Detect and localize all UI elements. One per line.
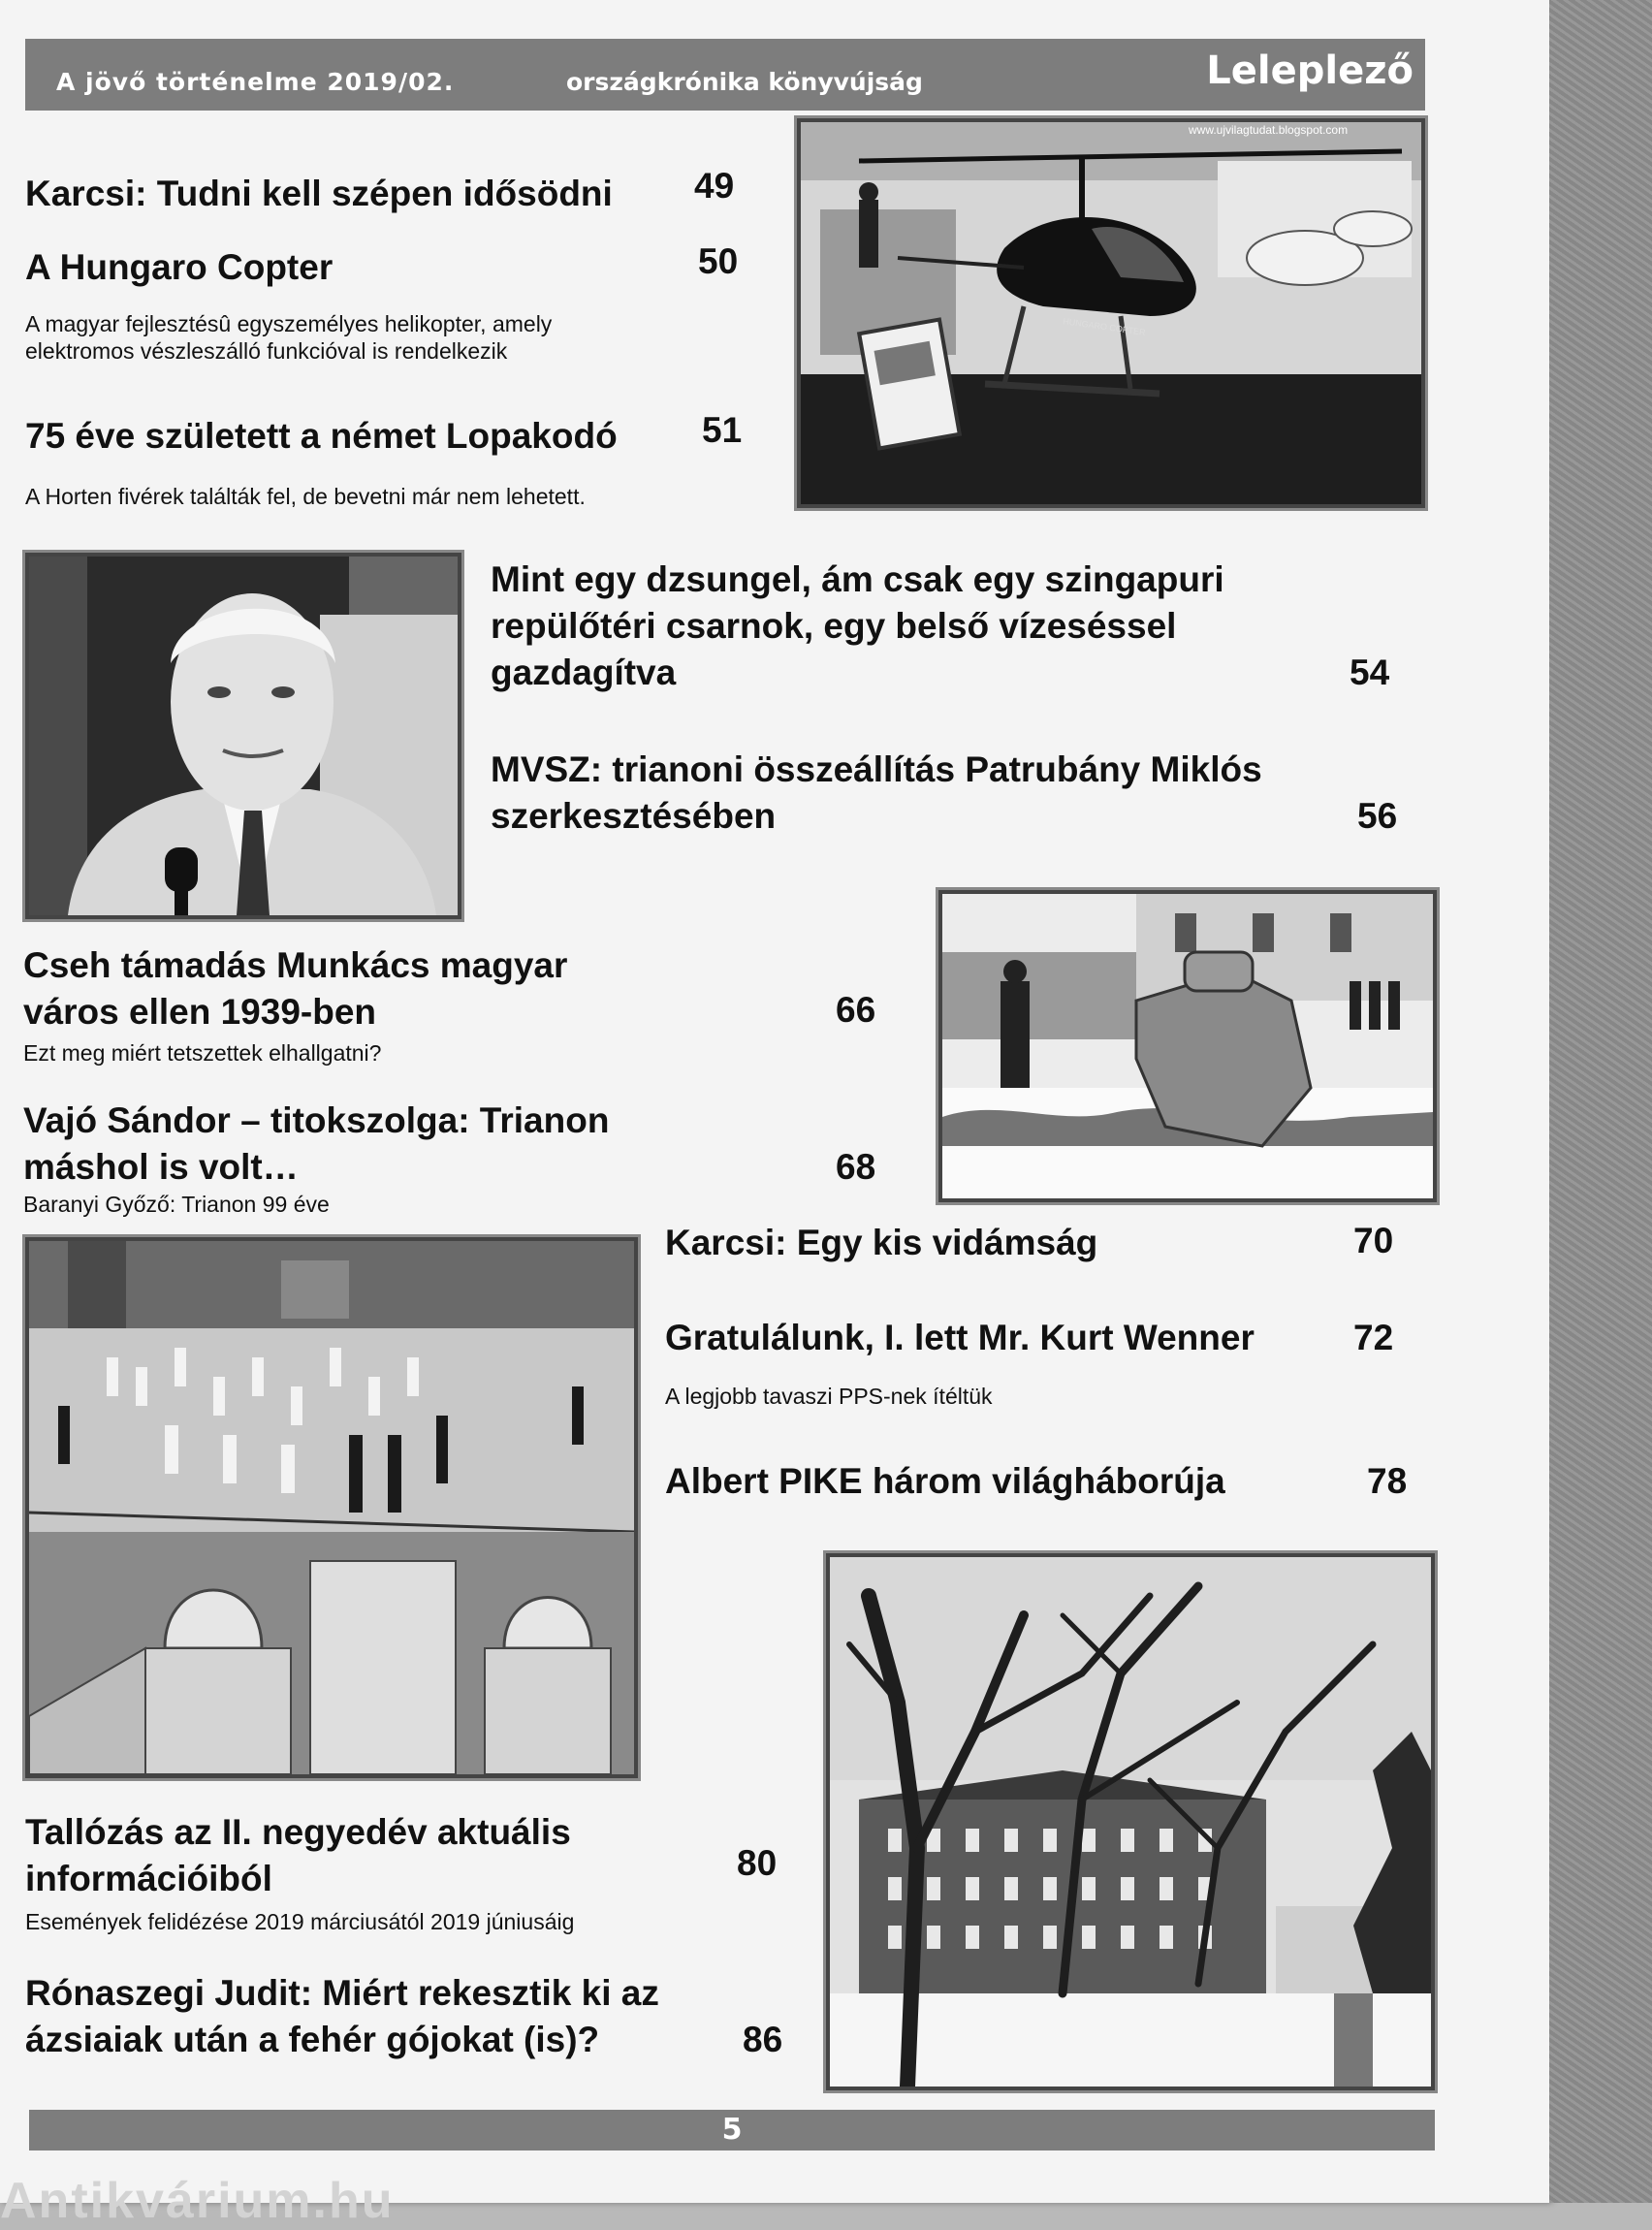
toc-title: Cseh támadás Munkács magyar város ellen 1939-ben xyxy=(23,945,568,1032)
toc-subtitle: Események felidézése 2019 márciusától 2019 júniusáig xyxy=(25,1909,575,1934)
toc-page-number: 50 xyxy=(698,241,739,281)
helicopter-brand: HUNGARO COPTER xyxy=(1062,316,1147,337)
toc-page-number: 72 xyxy=(1353,1318,1394,1357)
toc-title: Tallózás az II. negyedév aktuális információiból xyxy=(25,1812,571,1898)
toc-subtitle: Ezt meg miért tetszettek elhallgatni? xyxy=(23,1040,382,1066)
toc-page-number: 86 xyxy=(743,2020,783,2059)
page-footer xyxy=(29,2110,1435,2150)
toc-title: 75 éve született a német Lopakodó xyxy=(25,416,618,456)
portrait-photo xyxy=(25,553,461,919)
toc-title: Rónaszegi Judit: Miért rekesztik ki az ázsiaiak után a fehér gójokat (is)? xyxy=(25,1973,659,2059)
toc-page-number: 54 xyxy=(1350,653,1390,692)
toc-title: Karcsi: Egy kis vidámság xyxy=(665,1223,1098,1262)
toc-page-number: 51 xyxy=(702,410,743,450)
publication-label: országkrónika könyvújság xyxy=(566,68,923,96)
toc-page-number: 80 xyxy=(737,1843,778,1883)
street-art-photo xyxy=(25,1237,638,1778)
toc-title: Gratulálunk, I. lett Mr. Kurt Wenner xyxy=(665,1318,1255,1357)
page-number: 5 xyxy=(721,2113,743,2147)
toc-title: Vajó Sándor – titokszolga: Trianon máshol is volt… xyxy=(23,1100,610,1187)
toc-subtitle: A magyar fejlesztésû egyszemélyes helikopter, amely elektromos vészleszálló funkcióval is rendelkezik xyxy=(25,311,553,364)
toc-page-number: 70 xyxy=(1353,1221,1394,1260)
book-spine xyxy=(1549,0,1652,2203)
section-label: Leleplező xyxy=(1206,48,1414,93)
toc-subtitle: Baranyi Győző: Trianon 99 éve xyxy=(23,1192,330,1217)
toc-title: Mint egy dzsungel, ám csak egy szingapuri repülőtéri csarnok, egy belső vízeséssel gazdagítva xyxy=(491,559,1224,692)
watermark: Antikvárium.hu xyxy=(0,2173,395,2229)
toc-page-number: 78 xyxy=(1367,1461,1408,1501)
toc-subtitle: A Horten fivérek találták fel, de bevetni már nem lehetett. xyxy=(25,484,586,509)
toc-page-number: 56 xyxy=(1357,796,1398,836)
toc-page-number: 49 xyxy=(694,166,735,206)
toc-title: MVSZ: trianoni összeállítás Patrubány Miklós szerkesztésében xyxy=(491,749,1262,836)
toc-title: Karcsi: Tudni kell szépen idősödni xyxy=(25,174,613,213)
tank-photo xyxy=(938,890,1437,1202)
toc-subtitle: A legjobb tavaszi PPS-nek ítéltük xyxy=(665,1384,993,1409)
toc-page-number: 66 xyxy=(836,990,876,1030)
page-header xyxy=(25,39,1425,111)
toc-page-number: 68 xyxy=(836,1147,876,1187)
issue-label: A jövő történelme 2019/02. xyxy=(56,68,455,96)
toc-title: Albert PIKE három világháborúja xyxy=(665,1461,1225,1501)
helicopter-photo xyxy=(797,118,1425,508)
photo-url: www.ujvilagtudat.blogspot.com xyxy=(1189,123,1349,137)
campus-photo xyxy=(826,1553,1435,2090)
toc-title: A Hungaro Copter xyxy=(25,247,334,287)
